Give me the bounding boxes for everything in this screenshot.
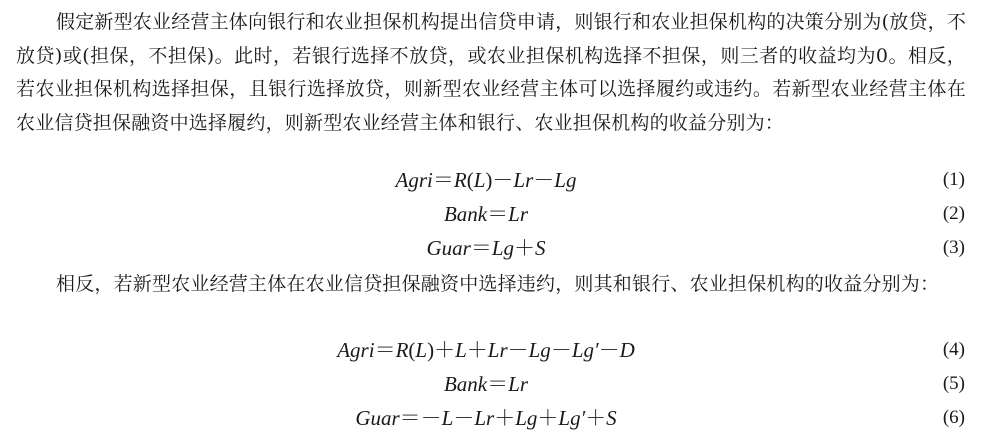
equation-number: (3): [942, 237, 965, 258]
paragraph-text: 相反，若新型农业经营主体在农业信贷担保融资中选择违约，则其和银行、农业担保机构的收益分别为：: [56, 273, 940, 295]
paragraph-payoff-setup: [16, 6, 966, 140]
equation-formula: Guar＝Lg＋S: [426, 236, 546, 260]
equation-formula: Agri＝R(L)＋L＋Lr－Lg－Lg′－D: [337, 338, 635, 362]
var-lr: Lr: [513, 168, 534, 192]
var-r: R: [453, 168, 467, 192]
var-d: D: [619, 338, 635, 362]
equation-4: [0, 334, 1001, 366]
var-bank: Bank: [443, 372, 488, 396]
var-lr: Lr: [508, 372, 528, 396]
equation-formula: Bank＝Lr: [443, 372, 528, 396]
var-lg: Lg: [554, 168, 577, 192]
var-s: S: [606, 406, 617, 430]
var-l: L: [441, 406, 454, 430]
equation-number: (6): [942, 407, 965, 428]
var-agri: Agri: [395, 168, 433, 192]
equation-formula: Guar＝－L－Lr＋Lg＋Lg′＋S: [355, 406, 617, 430]
equation-2: [0, 198, 1001, 230]
equation-1: [0, 164, 1001, 196]
var-bank: Bank: [443, 202, 488, 226]
var-l: L: [415, 338, 428, 362]
var-lg-prime: Lg′: [571, 338, 599, 362]
var-l: L: [455, 338, 467, 362]
var-l: L: [473, 168, 486, 192]
var-guar: Guar: [426, 236, 471, 260]
var-s: S: [535, 236, 546, 260]
var-guar: Guar: [355, 406, 400, 430]
equation-number: (5): [942, 373, 965, 394]
equation-number: (1): [942, 169, 965, 190]
equation-formula: Agri＝R(L)－Lr－Lg: [395, 168, 577, 192]
equation-5: [0, 368, 1001, 400]
paragraph-text: 假定新型农业经营主体向银行和农业担保机构提出信贷申请，则银行和农业担保机构的决策分别为(放贷，不放贷)或(担保，不担保)。此时，若银行选择不放贷，或农业担保机构选择不担保，则三者的收益均为0。相反，若农业担保机构选择担保，且银行选择放贷，则新型农业经营主体可以选择履约或违约。若新型农业经营主体在农业信贷担保融资中选择履约，则新型农业经营主体和银行、农业担保机构的收益分别为：: [16, 11, 967, 134]
var-lr: Lr: [487, 338, 508, 362]
var-lr: Lr: [508, 202, 528, 226]
var-lr: Lr: [474, 406, 495, 430]
equation-3: [0, 232, 1001, 264]
var-lg: Lg: [491, 236, 515, 260]
var-lg: Lg: [515, 406, 538, 430]
var-lg: Lg: [528, 338, 551, 362]
var-lg-prime: Lg′: [558, 406, 586, 430]
paragraph-default-case: [16, 268, 966, 302]
var-agri: Agri: [337, 338, 375, 362]
var-r: R: [395, 338, 409, 362]
equation-number: (4): [942, 339, 965, 360]
equation-formula: Bank＝Lr: [443, 202, 528, 226]
equation-6: [0, 402, 1001, 434]
equation-number: (2): [942, 203, 965, 224]
